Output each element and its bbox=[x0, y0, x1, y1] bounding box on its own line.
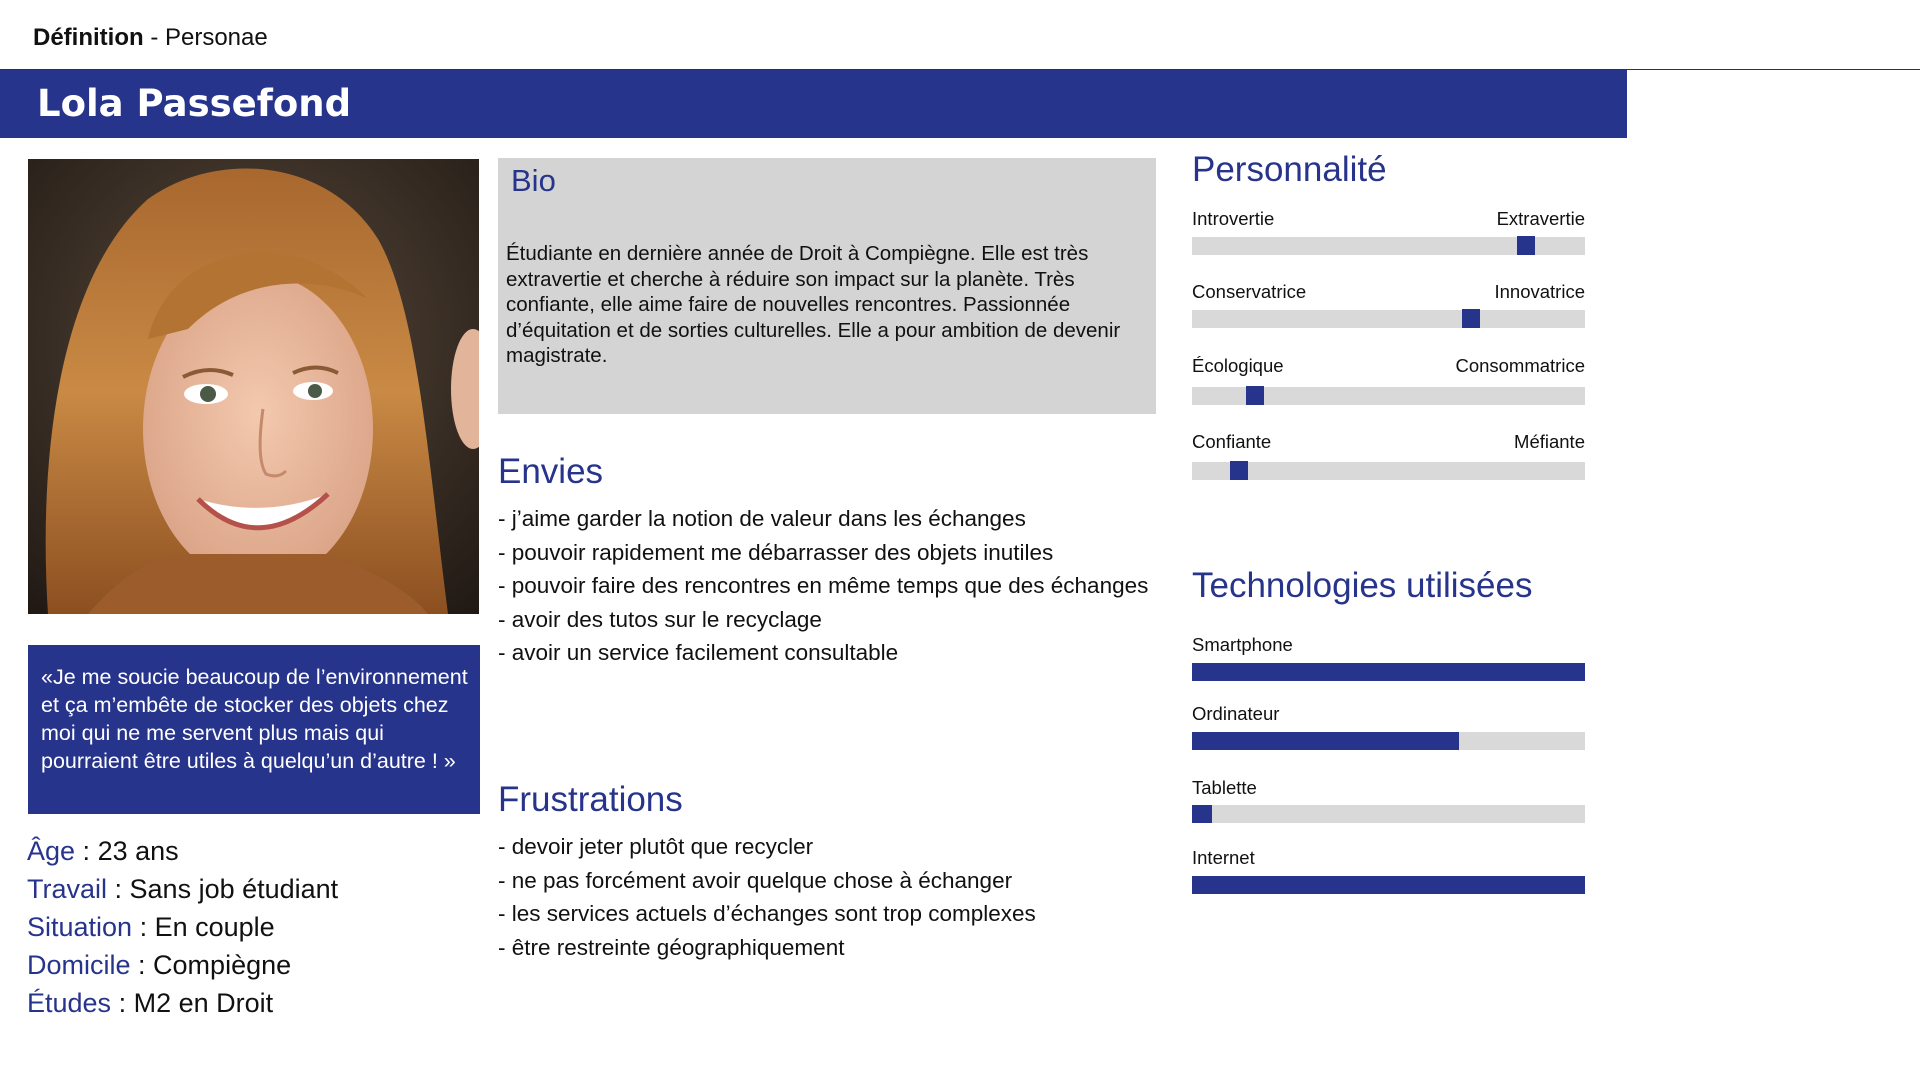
tech-track bbox=[1192, 663, 1585, 681]
scale-track bbox=[1192, 310, 1585, 328]
page-title-rest: - Personae bbox=[143, 24, 268, 51]
info-etudes bbox=[27, 988, 273, 1019]
info-situation bbox=[27, 912, 275, 943]
scale-right-label: Méfiante bbox=[1514, 431, 1585, 452]
info-value: 23 ans bbox=[97, 836, 179, 866]
persona-name-banner bbox=[0, 70, 1627, 138]
tech-label: Internet bbox=[1192, 847, 1255, 868]
frustrations-title: Frustrations bbox=[498, 780, 683, 819]
info-age bbox=[27, 836, 179, 867]
tech-label: Ordinateur bbox=[1192, 703, 1280, 724]
scale-marker bbox=[1462, 309, 1480, 328]
portrait-photo bbox=[28, 159, 479, 614]
list-item: - les services actuels d’échanges sont trop complexes bbox=[498, 901, 1036, 926]
quote-box bbox=[28, 645, 480, 814]
info-domicile bbox=[27, 950, 291, 981]
scale-left-label: Introvertie bbox=[1192, 208, 1275, 229]
scale-track bbox=[1192, 462, 1585, 480]
tech-fill bbox=[1192, 732, 1459, 750]
scale-right-label: Innovatrice bbox=[1494, 281, 1585, 302]
bio-title: Bio bbox=[511, 163, 556, 198]
list-item: - avoir des tutos sur le recyclage bbox=[498, 606, 822, 632]
list-item: - j’aime garder la notion de valeur dans les échanges bbox=[498, 506, 1026, 531]
scale-left-label: Confiante bbox=[1192, 431, 1272, 452]
info-sep: : bbox=[132, 912, 155, 942]
info-key: Études bbox=[27, 988, 112, 1018]
scale-left-label: Écologique bbox=[1192, 355, 1284, 376]
info-key: Âge bbox=[27, 836, 76, 866]
info-value: En couple bbox=[154, 912, 275, 942]
list-item: - pouvoir rapidement me débarrasser des objets inutiles bbox=[498, 539, 1054, 565]
info-sep: : bbox=[75, 836, 98, 866]
list-item: - ne pas forcément avoir quelque chose à échanger bbox=[498, 867, 1013, 893]
info-travail bbox=[27, 874, 338, 905]
tech-track bbox=[1192, 876, 1585, 894]
scale-marker bbox=[1517, 236, 1535, 255]
scale-right-label: Extravertie bbox=[1496, 208, 1585, 229]
info-value: Sans job étudiant bbox=[129, 874, 339, 904]
info-value: M2 en Droit bbox=[133, 988, 274, 1018]
scale-marker bbox=[1246, 386, 1264, 405]
scale-track bbox=[1192, 237, 1585, 255]
bio-panel bbox=[498, 158, 1156, 414]
scale-track bbox=[1192, 387, 1585, 405]
quote-text: «Je me soucie beaucoup de l’environnement et ça m’embête de stocker des objets chez moi qui ne me servent plus mais qui pourraient être utiles à quelqu’un d’autre ! » bbox=[41, 665, 468, 773]
envies-title: Envies bbox=[498, 452, 604, 491]
persona-name: Lola Passefond bbox=[37, 82, 352, 125]
tech-label: Tablette bbox=[1192, 777, 1257, 798]
list-item: - pouvoir faire des rencontres en même temps que des échanges bbox=[498, 573, 1149, 598]
scale-right-label: Consommatrice bbox=[1455, 355, 1585, 376]
page-title-bold: Définition bbox=[33, 24, 144, 51]
scale-left-label: Conservatrice bbox=[1192, 281, 1307, 302]
list-item: - devoir jeter plutôt que recycler bbox=[498, 834, 814, 859]
info-key: Domicile bbox=[27, 950, 131, 980]
list-item: - être restreinte géographiquement bbox=[498, 934, 845, 960]
info-key: Travail bbox=[27, 874, 108, 904]
portrait-photo-icon bbox=[28, 159, 479, 614]
personality-title: Personnalité bbox=[1192, 150, 1387, 189]
tech-label: Smartphone bbox=[1192, 634, 1293, 655]
frustrations-list bbox=[498, 834, 1036, 968]
page-title bbox=[33, 24, 268, 52]
info-key: Situation bbox=[27, 912, 133, 942]
tech-track bbox=[1192, 732, 1585, 750]
list-item: - avoir un service facilement consultable bbox=[498, 640, 899, 665]
info-value: Compiègne bbox=[153, 950, 292, 980]
technologies-title: Technologies utilisées bbox=[1192, 566, 1533, 605]
envies-list bbox=[498, 506, 1148, 674]
bio-text: Étudiante en dernière année de Droit à Compiègne. Elle est très extravertie et cherche à réduire son impact sur la planète. Très confiante, elle aime faire de nouvelles rencontres. Passionnée d’équitation et de sorties culturelles. Elle a pour ambition de devenir magistrate. bbox=[506, 242, 1121, 367]
info-sep: : bbox=[130, 950, 154, 980]
tech-track bbox=[1192, 805, 1585, 823]
scale-marker bbox=[1230, 461, 1248, 480]
info-sep: : bbox=[111, 988, 134, 1018]
tech-fill bbox=[1192, 805, 1212, 823]
tech-fill bbox=[1192, 876, 1585, 894]
info-sep: : bbox=[107, 874, 130, 904]
tech-fill bbox=[1192, 663, 1585, 681]
